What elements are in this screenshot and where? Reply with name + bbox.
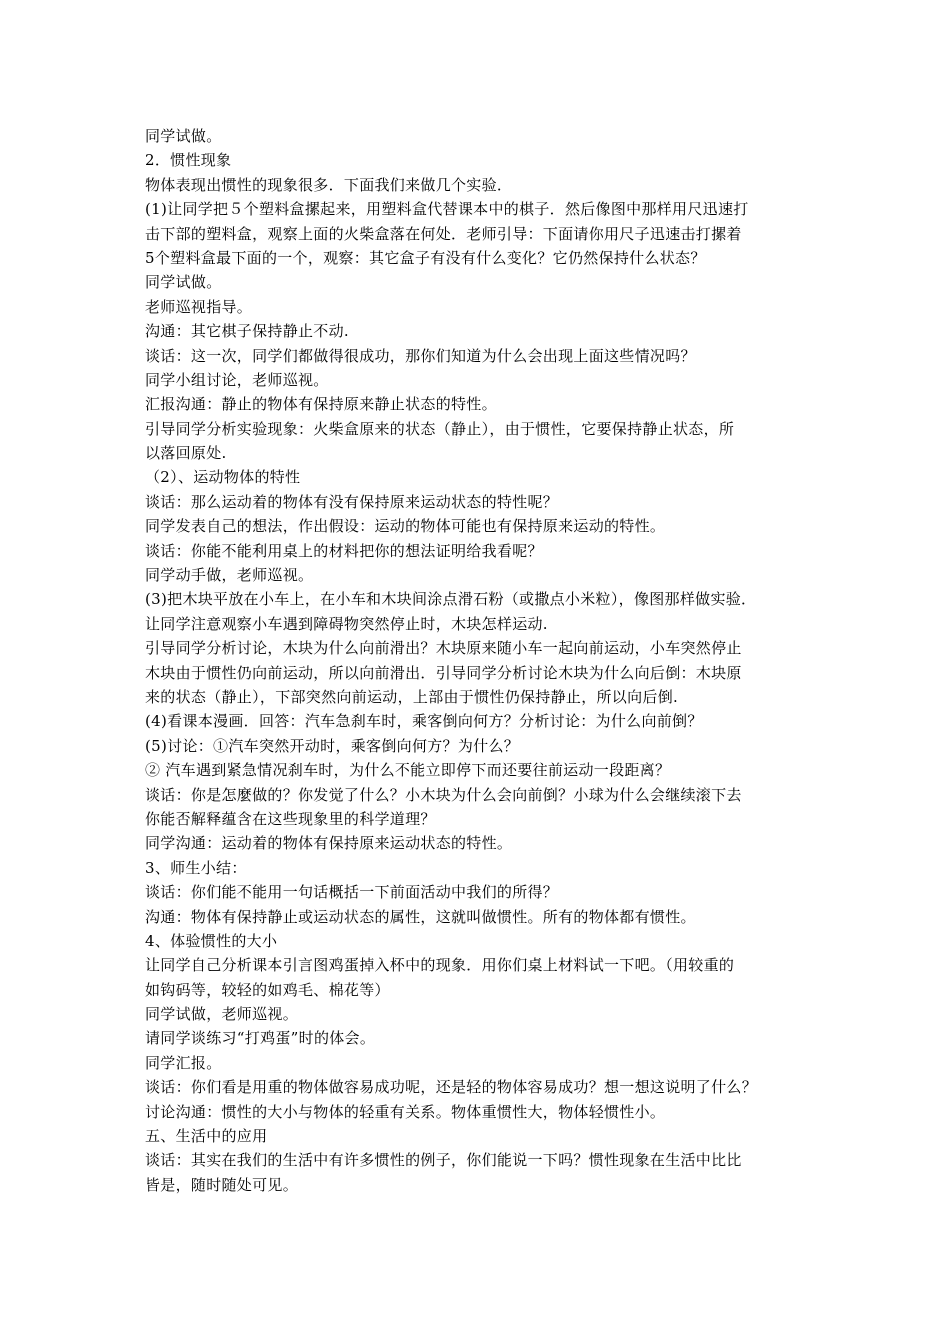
text-line: 来的状态（静止），下部突然向前运动，上部由于惯性仍保持静止，所以向后倒. <box>145 687 679 706</box>
text-line: 5个塑料盒最下面的一个，观察：其它盒子有没有什么变化？它仍然保持什么状态？ <box>145 248 706 267</box>
text-line: (5)讨论：①汽车突然开动时，乘客倒向何方？为什么？ <box>145 736 520 755</box>
text-line: 汇报沟通：静止的物体有保持原来静止状态的特性。 <box>145 395 497 414</box>
document-body <box>145 124 815 1197</box>
text-line: 谈话：你能不能利用桌上的材料把你的想法证明给我看呢？ <box>145 541 543 560</box>
text-line: 同学试做。 <box>145 127 222 145</box>
text-line: 五、生活中的应用 <box>145 1127 268 1146</box>
text-line: 谈话：你是怎麼做的？你发觉了什么？小木块为什么会向前倒？小球为什么会继续滚下去 <box>145 785 742 804</box>
text-line: 谈话：那么运动着的物体有没有保持原来运动状态的特性呢？ <box>145 492 559 511</box>
text-line: 谈话：其实在我们的生活中有许多惯性的例子，你们能说一下吗？惯性现象在生活中比比 <box>145 1151 742 1170</box>
text-line: 让同学自己分析课本引言图鸡蛋掉入杯中的现象．用你们桌上材料试一下吧。（用较重的 <box>145 956 735 975</box>
text-line: 物体表现出惯性的现象很多．下面我们来做几个实验． <box>145 175 513 194</box>
text-line: 以落回原处. <box>145 444 227 463</box>
text-line: 皆是，随时随处可见。 <box>145 1175 299 1194</box>
text-line: 谈话：这一次，同学们都做得很成功，那你们知道为什么会出现上面这些情况吗？ <box>145 346 696 365</box>
text-line: 同学汇报。 <box>145 1053 222 1072</box>
text-line: 如钩码等，较轻的如鸡毛、棉花等） <box>145 980 390 999</box>
text-line: (4)看课本漫画．回答：汽车急刹车时，乘客倒向何方？分析讨论：为什么向前倒？ <box>145 712 703 731</box>
text-line: 同学小组讨论，老师巡视。 <box>145 370 329 389</box>
text-line: 木块由于惯性仍向前运动，所以向前滑出．引导同学分析讨论木块为什么向后倒：木块原 <box>145 663 742 682</box>
text-line: 同学沟通：运动着的物体有保持原来运动状态的特性。 <box>145 834 513 853</box>
text-line: 2．惯性现象 <box>145 151 232 170</box>
text-line: ② 汽车遇到紧急情况刹车时，为什么不能立即停下而还要往前运动一段距离？ <box>145 761 671 780</box>
text-line: 击下部的塑料盒，观察上面的火柴盒落在何处．老师引导：下面请你用尺子迅速击打摞着 <box>145 224 742 243</box>
text-line: 同学试做。 <box>145 273 222 292</box>
text-line: 沟通：其它棋子保持静止不动. <box>145 322 349 341</box>
text-line: 同学试做，老师巡视。 <box>145 1005 299 1024</box>
text-line: (1)让同学把５个塑料盒摞起来，用塑料盒代替课本中的棋子．然后像图中那样用尺迅速打 <box>145 200 749 219</box>
text-line: 3、师生小结： <box>145 858 247 877</box>
text-line: 同学发表自己的想法，作出假设：运动的物体可能也有保持原来运动的特性。 <box>145 517 666 536</box>
text-line: 请同学谈练习“打鸡蛋”时的体会。 <box>145 1029 376 1048</box>
text-line: 沟通：物体有保持静止或运动状态的属性，这就叫做惯性。所有的物体都有惯性。 <box>145 907 696 926</box>
text-line: 同学动手做，老师巡视。 <box>145 566 314 585</box>
text-line: 引导同学分析讨论，木块为什么向前滑出？木块原来随小车一起向前运动，小车突然停止 <box>145 639 742 658</box>
text-line: 4、体验惯性的大小 <box>145 931 278 950</box>
text-line: 让同学注意观察小车遇到障碍物突然停止时，木块怎样运动. <box>145 614 548 633</box>
text-line: 讨论沟通：惯性的大小与物体的轻重有关系。物体重惯性大，物体轻惯性小。 <box>145 1102 666 1121</box>
text-line: 老师巡视指导。 <box>145 297 253 316</box>
text-line: （2）、运动物体的特性 <box>145 468 301 487</box>
text-line: 谈话：你们看是用重的物体做容易成功呢，还是轻的物体容易成功？想一想这说明了什么？ <box>145 1078 758 1097</box>
text-line: 谈话：你们能不能用一句话概括一下前面活动中我们的所得？ <box>145 883 559 902</box>
text-line: 引导同学分析实验现象：火柴盒原来的状态（静止），由于惯性，它要保持静止状态，所 <box>145 419 735 438</box>
text-line: (3)把木块平放在小车上，在小车和木块间涂点滑石粉（或撒点小米粒），像图那样做实验． <box>145 590 757 609</box>
text-line: 你能否解释蕴含在这些现象里的科学道理？ <box>145 809 436 828</box>
